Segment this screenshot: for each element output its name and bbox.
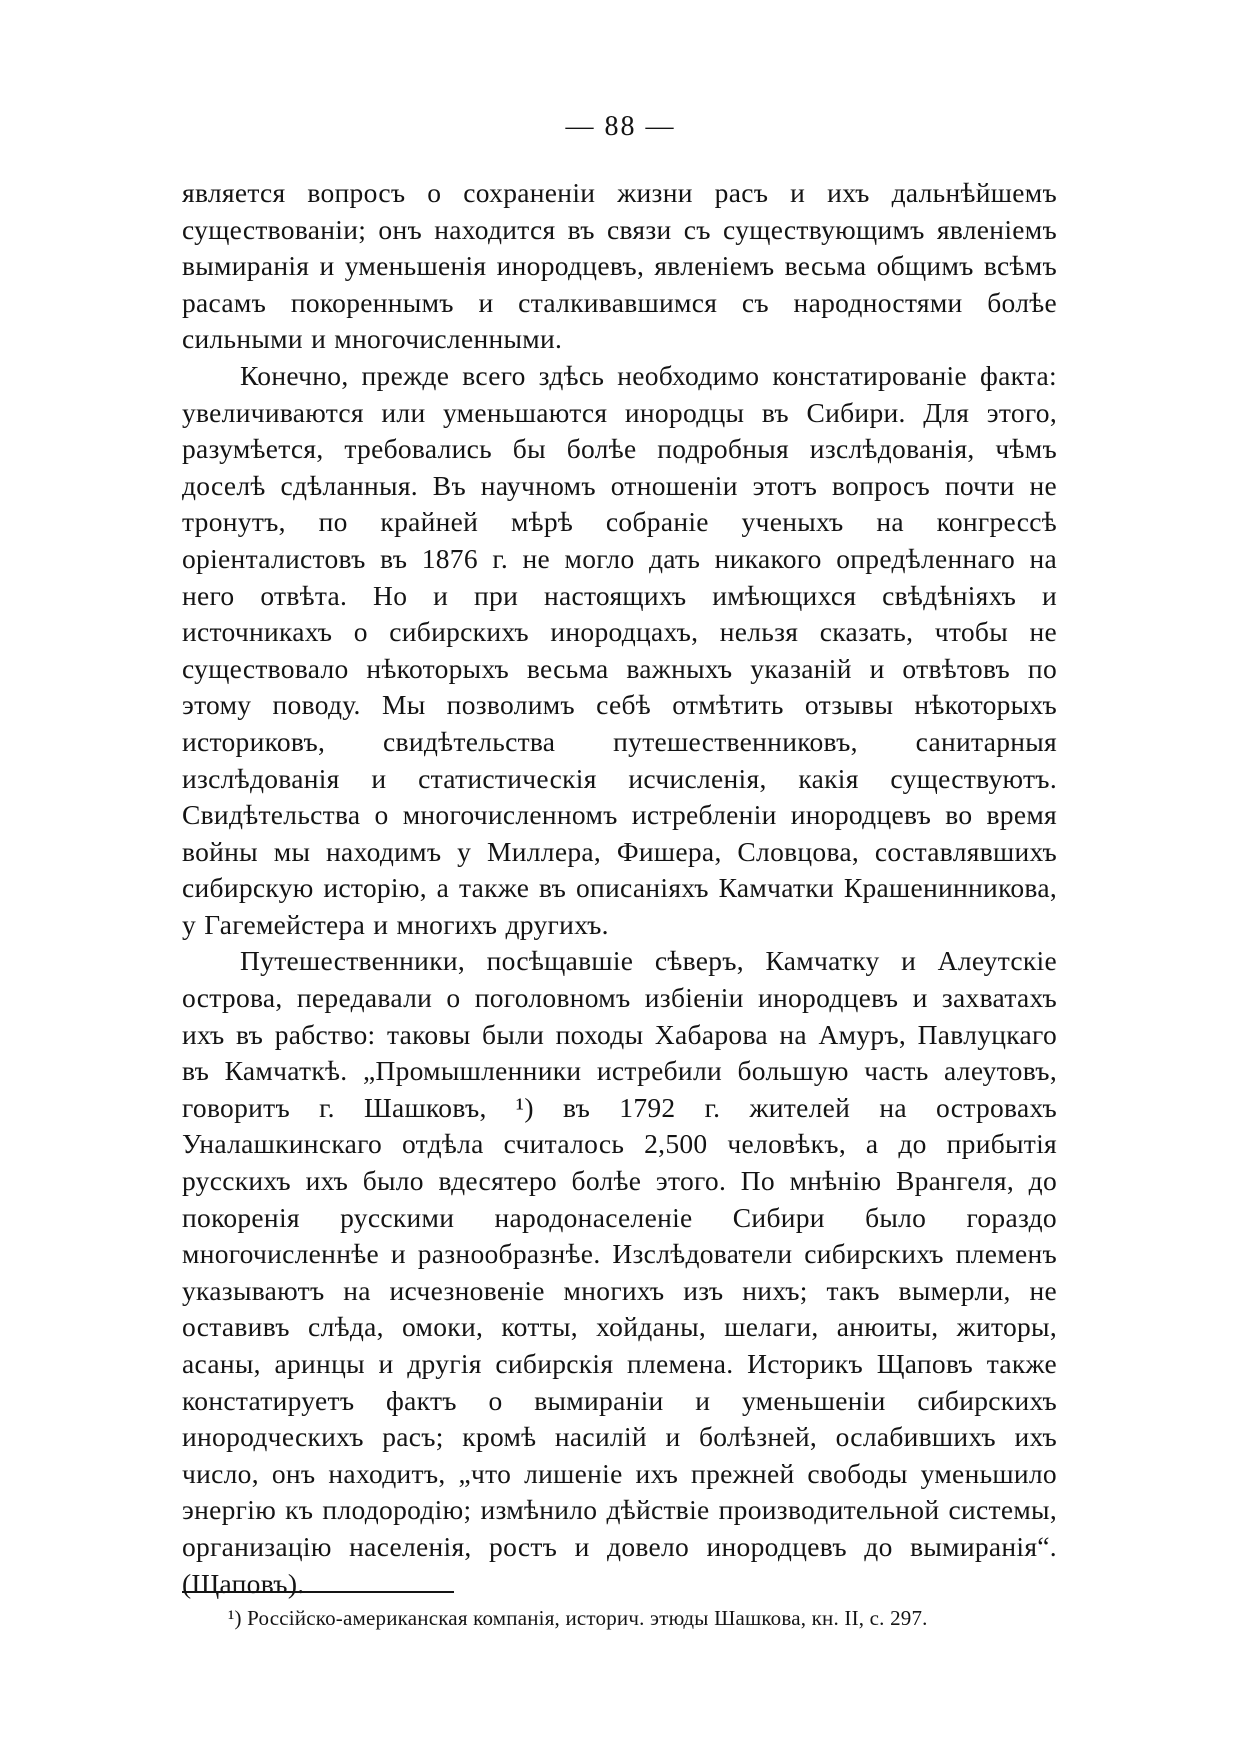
paragraph-1: является вопросъ о сохраненіи жизни расъ и ихъ дальнѣйшемъ существованіи; онъ находится въ связи съ существующимъ явленіемъ вымиранія и уменьшенія инородцевъ, явленіемъ весьма общимъ всѣмъ расамъ покореннымъ и сталкивавшимся съ народностями болѣе сильными и многочисленными. (182, 177, 1057, 355)
footnote-divider (182, 1591, 454, 1593)
page-number: — 88 — (565, 111, 676, 142)
body-text (182, 175, 1057, 1602)
footnote: ¹) Россійско-американская компанія, историч. этюды Шашкова, кн. II, с. 297. (228, 1606, 928, 1630)
paragraph-3: Путешественники, посѣщавшіе сѣверъ, Камчатку и Алеутскіе острова, передавали о поголовномъ избіеніи инородцевъ и захватахъ ихъ въ рабство: таковы были походы Хабарова на Амуръ, Павлуцкаго въ Камчаткѣ. „Промышленники истребили большую часть алеутовъ, говоритъ г. Шашковъ, ¹) въ 1792 г. жителей на островахъ Уналашкинскаго отдѣла считалось 2,500 человѣкъ, а до прибытія русскихъ ихъ было вдесятеро болѣе этого. По мнѣнію Врангеля, до покоренія русскими народонаселеніе Сибири было гораздо многочисленнѣе и разнообразнѣе. Изслѣдователи сибирскихъ племенъ указываютъ на исчезновеніе многихъ изъ нихъ; такъ вымерли, не оставивъ слѣда, омоки, котты, хойданы, шелаги, анюиты, житоры, асаны, аринцы и другія сибирскія племена. Историкъ Щаповъ также констатируетъ фактъ о вымираніи и уменьшеніи сибирскихъ инородческихъ расъ; кромѣ насилій и болѣзней, ослабившихъ ихъ число, онъ находитъ, „что лишеніе ихъ прежней свободы уменьшило энергію къ плодородію; измѣнило дѣйствіе производительной системы, организацію населенія, ростъ и довело инородцевъ до вымиранія“. (Щаповъ). (182, 945, 1057, 1599)
paragraph-2: Конечно, прежде всего здѣсь необходимо констатированіе факта: увеличиваются или уменьшаются инородцы въ Сибири. Для этого, разумѣется, требовались бы болѣе подробныя изслѣдованія, чѣмъ доселѣ сдѣланныя. Въ научномъ отношеніи этотъ вопросъ почти не тронутъ, по крайней мѣрѣ собраніе ученыхъ на конгрессѣ оріенталистовъ въ 1876 г. не могло дать никакого опредѣленнаго на него отвѣта. Но и при настоящихъ имѣющихся свѣдѣніяхъ и источникахъ о сибирскихъ инородцахъ, нельзя сказать, чтобы не существовало нѣкоторыхъ весьма важныхъ указаній и отвѣтовъ по этому поводу. Мы позволимъ себѣ отмѣтить отзывы нѣкоторыхъ историковъ, свидѣтельства путешественниковъ, санитарныя изслѣдованія и статистическія исчисленія, какія существуютъ. Свидѣтельства о многочисленномъ истребленіи инородцевъ во время войны мы находимъ у Миллера, Фишера, Словцова, составлявшихъ сибирскую исторію, а также въ описаніяхъ Камчатки Крашенинникова, у Гагемейстера и многихъ другихъ. (182, 359, 1057, 940)
